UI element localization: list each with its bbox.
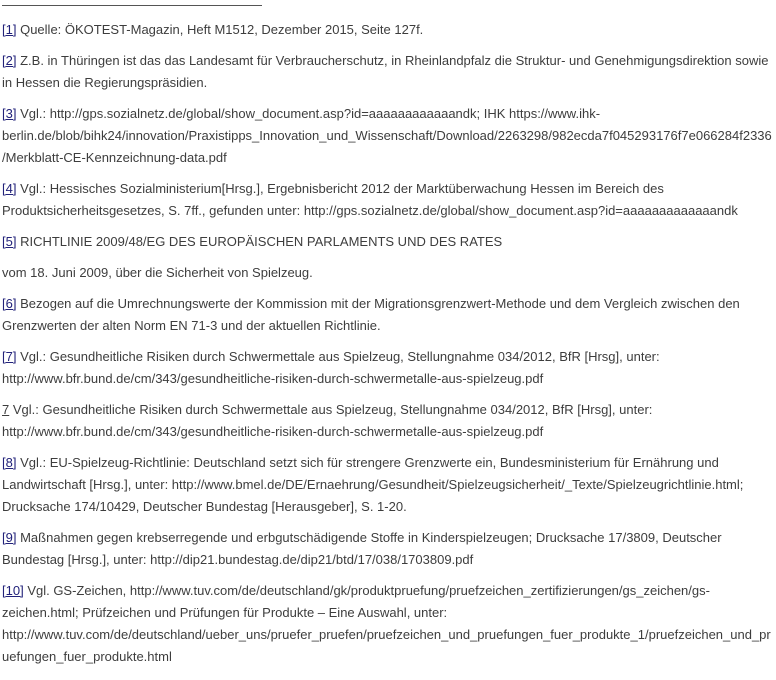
footnote-ref-link[interactable]: 7 [2, 402, 10, 417]
footnote-paragraph [2, 262, 774, 284]
footnote-paragraph [2, 178, 774, 222]
footnote-ref-link[interactable]: [10] [2, 583, 24, 598]
footnote-paragraph [2, 19, 774, 41]
footnote-ref-link[interactable]: [3] [2, 106, 17, 121]
footnote-ref-link[interactable]: [8] [2, 455, 17, 470]
footnote-ref-link[interactable]: [7] [2, 349, 17, 364]
footnote-paragraph [2, 527, 774, 571]
footnote-text: RICHTLINIE 2009/48/EG DES EUROPÄISCHEN PARLAMENTS UND DES RATES [20, 234, 503, 249]
footnote-paragraph [2, 50, 774, 94]
footnote-text: Maßnahmen gegen krebserregende und erbgutschädigende Stoffe in Kinderspielzeugen; Drucksache 17/3809, Deutscher Bundestag [Hrsg.], unter: http://dip21.bundestag.de/dip21/btd/17/038/1703809.pdf [2, 530, 722, 567]
footnotes-section [2, 19, 774, 668]
footnote-ref-link[interactable]: [6] [2, 296, 17, 311]
footnote-paragraph [2, 293, 774, 337]
footnote-text: Vgl.: Hessisches Sozialministerium[Hrsg.], Ergebnisbericht 2012 der Marktüberwachung Hessen im Bereich des Produktsicherheitsgesetzes, S. 7ff., gefunden unter: http://gps.sozialnetz.de/global/show_document.asp?id=aaaaaaaaaaaaandk [2, 181, 738, 218]
footnote-paragraph [2, 103, 774, 169]
footnote-ref-link[interactable]: [4] [2, 181, 17, 196]
footnote-text: Vgl.: EU-Spielzeug-Richtlinie: Deutschland setzt sich für strengere Grenzwerte ein, Bundesministerium für Ernährung und Landwirtschaft [Hrsg.], unter: http://www.bmel.de/DE/Ernaehrung/Gesundheit/Spielzeugsicherheit/_Texte/Spielzeugrichtlinie.html; Drucksache 174/10429, Deutscher Bundestag [Herausgeber], S. 1-20. [2, 455, 744, 514]
footnote-text: Bezogen auf die Umrechnungswerte der Kommission mit der Migrationsgrenzwert-Methode und dem Vergleich zwischen den Grenzwerten der alten Norm EN 71-3 und der aktuellen Richtlinie. [2, 296, 740, 333]
footnote-text: Vgl.: http://gps.sozialnetz.de/global/show_document.asp?id=aaaaaaaaaaaandk; IHK https://www.ihk-berlin.de/blob/bihk24/innovation/Praxistipps_Innovation_und_Wissenschaft/Download/2263298/982ecda7f045293176f7e066284f2336/Merkblatt-CE-Kennzeichnung-data.pdf [2, 106, 772, 165]
footnote-paragraph [2, 452, 774, 518]
footnote-text: vom 18. Juni 2009, über die Sicherheit von Spielzeug. [2, 265, 313, 280]
footnote-paragraph [2, 346, 774, 390]
footnote-paragraph [2, 231, 774, 253]
footnote-ref-link[interactable]: [9] [2, 530, 17, 545]
footnote-paragraph [2, 580, 774, 668]
footnote-ref-link[interactable]: [5] [2, 234, 17, 249]
footnote-text: Quelle: ÖKOTEST-Magazin, Heft M1512, Dezember 2015, Seite 127f. [20, 22, 424, 37]
footnote-separator-line [2, 5, 262, 6]
footnote-ref-link[interactable]: [1] [2, 22, 17, 37]
footnote-ref-link[interactable]: [2] [2, 53, 17, 68]
footnote-paragraph [2, 399, 774, 443]
footnote-text: Z.B. in Thüringen ist das das Landesamt für Verbraucherschutz, in Rheinlandpfalz die Struktur- und Genehmigungsdirektion sowie in Hessen die Regierungspräsidien. [2, 53, 769, 90]
footnote-text: Vgl.: Gesundheitliche Risiken durch Schwermettale aus Spielzeug, Stellungnahme 034/2012, BfR [Hrsg], unter: http://www.bfr.bund.de/cm/343/gesundheitliche-risiken-durch-schwermetalle-aus-spielzeug.pdf [2, 402, 653, 439]
footnote-text: Vgl.: Gesundheitliche Risiken durch Schwermettale aus Spielzeug, Stellungnahme 034/2012, BfR [Hrsg], unter: http://www.bfr.bund.de/cm/343/gesundheitliche-risiken-durch-schwermetalle-aus-spielzeug.pdf [2, 349, 660, 386]
footnote-text: Vgl. GS-Zeichen, http://www.tuv.com/de/deutschland/gk/produktpruefung/pruefzeichen_zertifizierungen/gs_zeichen/gs-zeichen.html; Prüfzeichen und Prüfungen für Produkte – Eine Auswahl, unter: http://www.tuv.com/de/deutschland/ueber_uns/pruefer_pruefen/pruefzeichen_und_pruefungen_fuer_produkte_1/pruefzeichen_und_pruefungen_fuer_produkte.html [2, 583, 771, 664]
